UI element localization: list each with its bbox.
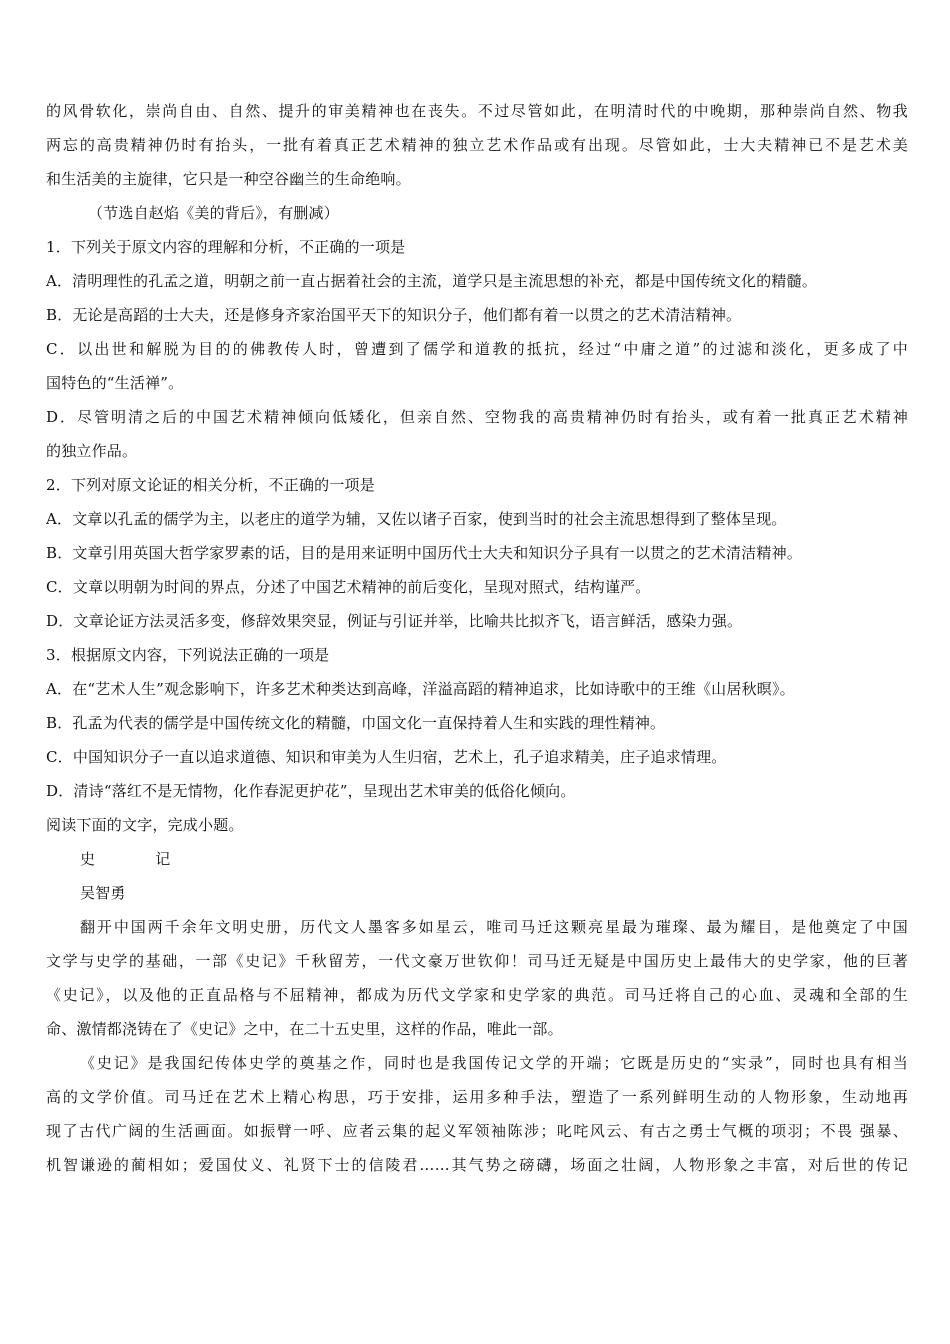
document-page [46,94,908,1182]
source-note: （节选自赵焰《美的背后》，有删减） [88,204,339,222]
article-author: 吴智勇 [80,884,126,902]
article-paragraph-line: 命、激情都浇铸在了《史记》之中，在二十五史里，这样的作品，唯此一部。 [46,1020,563,1038]
question-3-option-a: A．在“艺术人生”观念影响下，许多艺术种类达到高峰，洋溢高蹈的精神追求，比如诗歌中的王维《山居秋暝》。 [46,680,795,698]
passage-line: 两忘的高贵精神仍时有抬头，一批有着真正艺术精神的独立艺术作品或有出现。尽管如此，士大夫精神已不是艺术美 [46,136,908,154]
question-3-option-c: C．中国知识分子一直以追求道德、知识和审美为人生归宿，艺术上，孔子追求精美，庄子追求情理。 [46,748,727,766]
question-1-option-c-cont: 国特色的“生活禅”。 [46,374,184,392]
question-2-stem: 2．下列对原文论证的相关分析，不正确的一项是 [46,476,375,494]
article-title [46,842,908,876]
reading-instruction: 阅读下面的文字，完成小题。 [46,816,244,834]
question-1-option-c: C．以出世和解脱为目的的佛教传人时，曾遭到了儒学和道教的抵抗，经过“中庸之道”的过滤和淡化，更多成了中 [46,340,908,358]
question-1-option-d: D．尽管明清之后的中国艺术精神倾向低矮化，但亲自然、空物我的高贵精神仍时有抬头，或有着一批真正艺术精神 [46,408,908,426]
question-3-stem: 3．根据原文内容，下列说法正确的一项是 [46,646,330,664]
article-paragraph-line: 高的文学价值。司马迁在艺术上精心构思，巧于安排，运用多种手法，塑造了一系列鲜明生动的人物形象，生动地再 [46,1088,908,1106]
article-title-right: 记 [155,850,171,868]
question-3-option-b: B．孔孟为代表的儒学是中国传统文化的精髓，巾国文化一直保持着人生和实践的理性精神。 [46,714,666,732]
article-paragraph-line: 文学与史学的基础，一部《史记》千秋留芳，一代文豪万世钦仰！司马迁无疑是中国历史上最伟大的史学家，他的巨著 [46,952,908,970]
question-1-option-a: A．清明理性的孔孟之道，明朝之前一直占据着社会的主流，道学只是主流思想的补充，都是中国传统文化的精髓。 [46,272,818,290]
article-paragraph-line: 《史记》，以及他的正直品格与不屈精神，都成为历代文学家和史学家的典范。司马迁将自己的心血、灵魂和全部的生 [46,986,908,1004]
article-paragraph-line: 翻开中国两千余年文明史册，历代文人墨客多如星云，唯司马迁这颗亮星最为璀璨、最为耀目，是他奠定了中国 [80,918,908,936]
article-title-left: 史 [80,850,96,868]
question-1-option-b: B．无论是高蹈的士大夫，还是修身齐家治国平天下的知识分子，他们都有着一以贯之的艺术清洁精神。 [46,306,742,324]
question-2-option-b: B．文章引用英国大哲学家罗素的话，目的是用来证明中国历代士大夫和知识分子具有一以贯之的艺术清洁精神。 [46,544,803,562]
article-paragraph-line: 现了古代广阔的生活画面。如振臂一呼、应者云集的起义军领袖陈涉；叱咤风云、有古之勇士气概的项羽；不畏 强暴、 [46,1122,908,1140]
question-2-option-a: A．文章以孔孟的儒学为主，以老庄的道学为辅，又佐以诸子百家，使到当时的社会主流思想得到了整体呈现。 [46,510,787,528]
passage-line: 和生活美的主旋律，它只是一种空谷幽兰的生命绝响。 [46,170,411,188]
question-2-option-d: D．文章论证方法灵活多变，修辞效果突显，例证与引证并举，比喻共比拟齐飞，语言鲜活，感染力强。 [46,612,743,630]
passage-line: 的风骨软化，崇尚自由、自然、提升的审美精神也在丧失。不过尽管如此，在明清时代的中晚期，那种崇尚自然、物我 [46,102,908,120]
question-1-stem: 1．下列关于原文内容的理解和分析，不正确的一项是 [46,238,406,256]
article-paragraph-line: 《史记》是我国纪传体史学的奠基之作，同时也是我国传记文学的开端；它既是历史的“实录”，同时也具有相当 [80,1054,908,1072]
question-1-option-d-cont: 的独立作品。 [46,442,138,460]
question-3-option-d: D．清诗“落红不是无情物，化作春泥更护花”，呈现出艺术审美的低俗化倾向。 [46,782,576,800]
question-2-option-c: C．文章以明朝为时间的界点，分述了中国艺术精神的前后变化，呈现对照式，结构谨严。 [46,578,651,596]
article-paragraph-line: 机智谦逊的蔺相如；爱国仗义、礼贤下士的信陵君……其气势之磅礴，场面之壮阔，人物形象之丰富，对后世的传记 [46,1156,908,1174]
